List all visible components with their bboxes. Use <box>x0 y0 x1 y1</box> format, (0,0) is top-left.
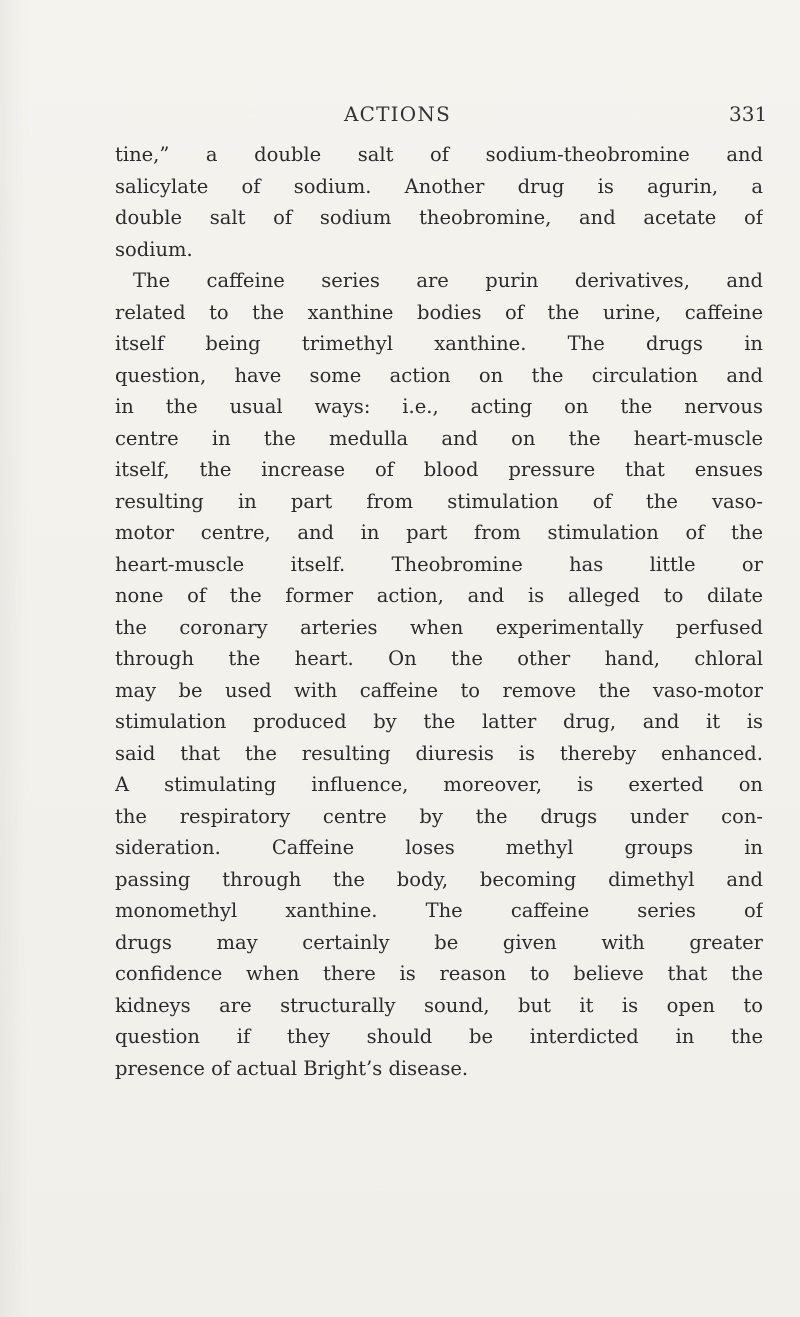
text-line: related to the xanthine bodies of the urine, caffeine <box>115 300 763 324</box>
text-line: double salt of sodium theobromine, and acetate of <box>115 206 763 229</box>
text-line: the respiratory centre by the drugs under con- <box>115 804 763 828</box>
text-line: through the heart. On the other hand, chloral <box>115 647 763 670</box>
text-line: in the usual ways: i.e., acting on the nervous <box>115 395 763 418</box>
text-line: may be used with caffeine to remove the vaso-motor <box>115 678 763 702</box>
text-line: A stimulating influence, moreover, is exerted on <box>115 773 763 796</box>
text-line: question if they should be interdicted in the <box>115 1025 763 1048</box>
text-line: sodium. <box>115 237 193 261</box>
text-line: itself, the increase of blood pressure that ensues <box>115 458 763 481</box>
text-line: salicylate of sodium. Another drug is agurin, a <box>115 174 763 198</box>
text-line: confidence when there is reason to believe that the <box>115 962 763 985</box>
text-line: centre in the medulla and on the heart-muscle <box>115 426 763 450</box>
text-line: kidneys are structurally sound, but it is open to <box>115 993 763 1017</box>
text-line: resulting in part from stimulation of the vaso- <box>115 489 763 513</box>
text-line: motor centre, and in part from stimulation of the <box>115 521 763 544</box>
running-head: ACTIONS <box>344 102 451 126</box>
text-line: the coronary arteries when experimentally perfused <box>115 615 763 639</box>
body-text <box>115 139 763 1084</box>
text-line: sideration. Caffeine loses methyl groups in <box>115 836 763 859</box>
text-line: question, have some action on the circulation and <box>115 363 763 387</box>
text-line: The caffeine series are purin derivatives, and <box>133 269 763 292</box>
text-line: heart-muscle itself. Theobromine has little or <box>115 552 763 576</box>
text-line: said that the resulting diuresis is thereby enhanced. <box>115 741 763 765</box>
text-line: stimulation produced by the latter drug, and it is <box>115 710 763 733</box>
text-line: monomethyl xanthine. The caffeine series of <box>115 899 763 922</box>
text-line: tine,” a double salt of sodium-theobromine and <box>115 143 763 166</box>
text-line: itself being trimethyl xanthine. The drugs in <box>115 332 763 355</box>
text-line: passing through the body, becoming dimethyl and <box>115 867 763 891</box>
page-number: 331 <box>729 102 768 126</box>
text-line: none of the former action, and is alleged to dilate <box>115 584 763 607</box>
text-line: drugs may certainly be given with greater <box>115 930 763 954</box>
text-line: presence of actual Bright’s disease. <box>115 1056 469 1080</box>
